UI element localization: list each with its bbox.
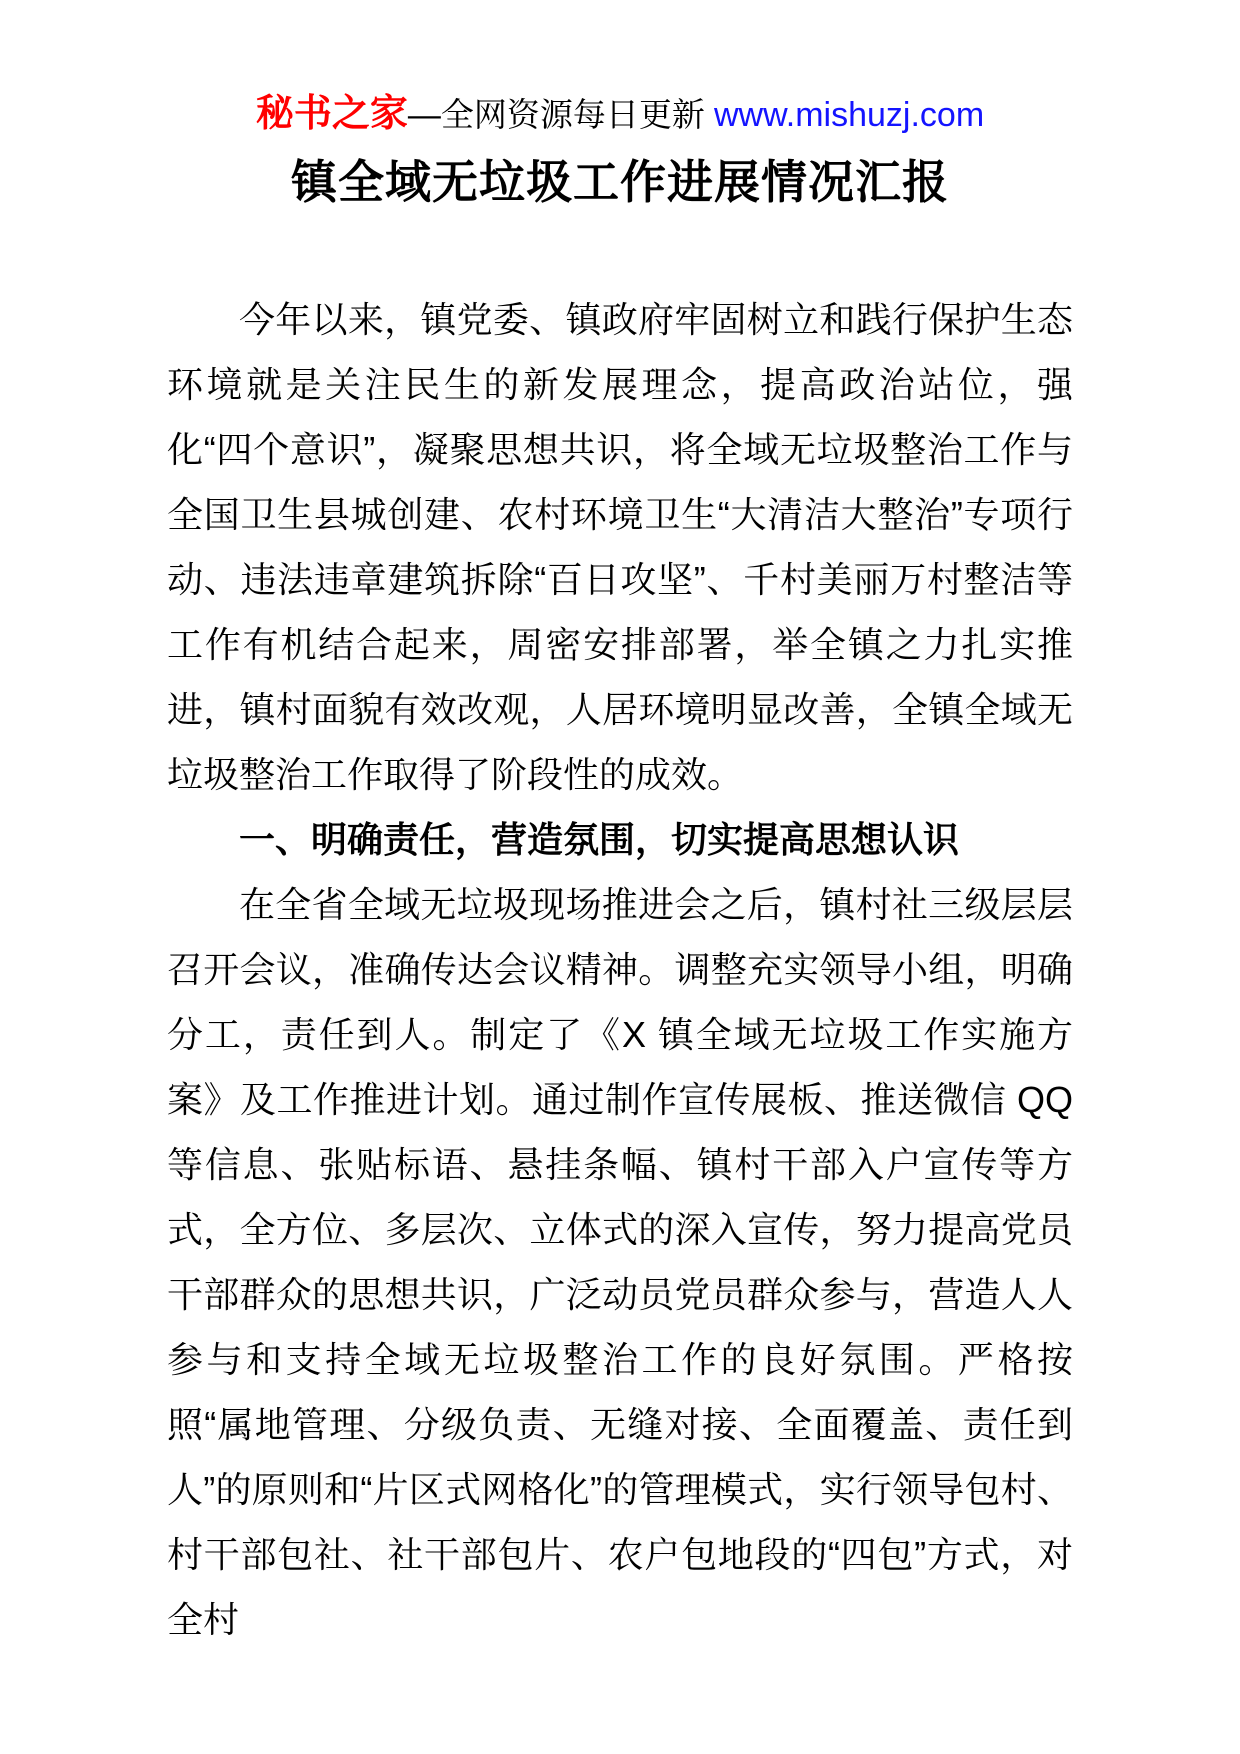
site-brand: 秘书之家 — [255, 93, 408, 135]
site-url-link[interactable]: www.mishuzj.com — [714, 96, 985, 134]
section-heading-1: 一、明确责任，营造氛围，切实提高思想认识 — [239, 819, 960, 860]
site-header — [167, 92, 1073, 137]
paragraph-intro: 今年以来，镇党委、镇政府牢固树立和践行保护生态环境就是关注民生的新发展理念，提高政治站位，强化“四个意识”，凝聚思想共识，将全域无垃圾整治工作与全国卫生县城创建、农村环境卫生“大清洁大整治”专项行动、违法违章建筑拆除“百日攻坚”、千村美丽万村整洁等工作有机结合起来，周密安排部署，举全镇之力扎实推进，镇村面貌有效改观，人居环境明显改善，全镇全域无垃圾整治工作取得了阶段性的成效。 — [167, 299, 1073, 795]
document-title: 镇全域无垃圾工作进展情况汇报 — [291, 156, 949, 208]
header-dash: — — [407, 96, 441, 133]
site-tagline: 全网资源每日更新 — [440, 96, 714, 133]
document-page — [167, 0, 1073, 1652]
paragraph-section-1: 在全省全域无垃圾现场推进会之后，镇村社三级层层召开会议，准确传达会议精神。调整充实领导小组，明确分工，责任到人。制定了《X 镇全域无垃圾工作实施方案》及工作推进计划。通过制作宣传展板、推送微信 QQ 等信息、张贴标语、悬挂条幅、镇村干部入户宣传等方式，全方位、多层次、立体式的深入宣传，努力提高党员干部群众的思想共识，广泛动员党员群众参与，营造人人参与和支持全域无垃圾整治工作的良好氛围。严格按照“属地管理、分级负责、无缝对接、全面覆盖、责任到人”的原则和“片区式网格化”的管理模式，实行领导包村、村干部包社、社干部包片、农户包地段的“四包”方式，对全村 — [167, 884, 1073, 1640]
